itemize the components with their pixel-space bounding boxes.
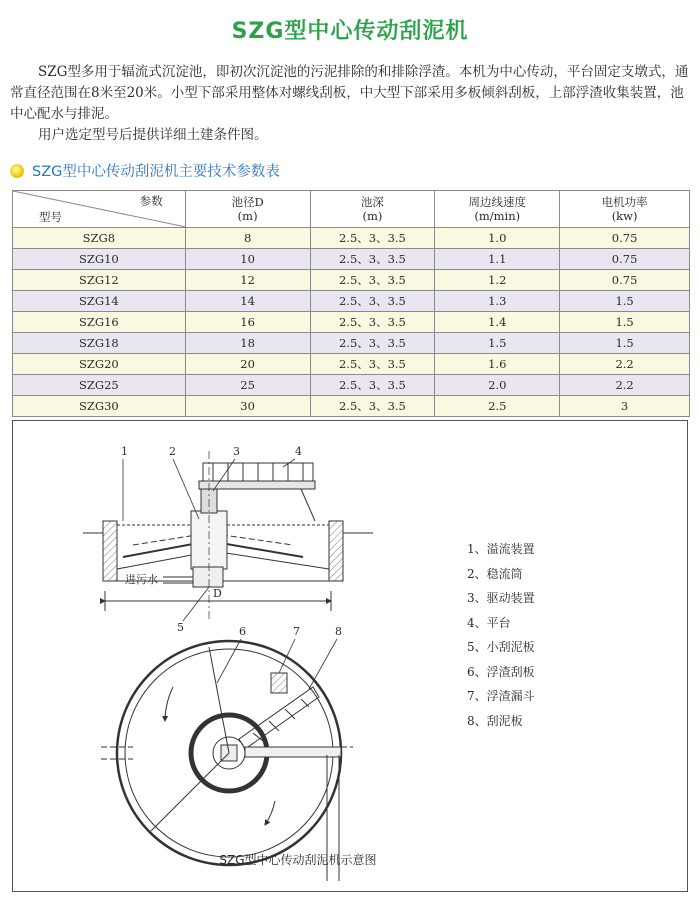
corner-label-model: 型号 — [39, 210, 62, 224]
cell-speed: 1.6 — [435, 354, 560, 375]
schematic-figure — [12, 420, 688, 892]
intro-paragraph-1: SZG型多用于辐流式沉淀池，即初次沉淀池的污泥排除的和排除浮渣。本机为中心传动，平台固定支墩式，通常直径范围在8米至20米。小型下部采用整体对螺线刮板，中大型下部采用多板倾斜刮板，上部浮渣收集装置，池中心配水与排泥。 — [10, 64, 689, 122]
callout-1: 1 — [121, 445, 128, 458]
schematic-drawing — [13, 421, 689, 893]
cell-speed: 1.3 — [435, 291, 560, 312]
scum-hopper — [271, 673, 287, 693]
callout-7: 7 — [293, 625, 300, 638]
legend-item: 5、小刮泥板 — [467, 640, 535, 654]
cell-power: 1.5 — [560, 312, 690, 333]
table-row — [13, 354, 690, 375]
bullet-icon — [10, 164, 24, 178]
parameter-table — [12, 190, 690, 417]
cell-depth: 2.5、3、3.5 — [310, 396, 435, 417]
legend-item: 1、溢流装置 — [467, 542, 535, 556]
column-header-speed: 周边线速度 (m/min) — [435, 191, 560, 228]
cell-power: 3 — [560, 396, 690, 417]
intro-paragraph-2: 用户选定型号后提供详细土建条件图。 — [38, 127, 268, 143]
legend-item: 3、驱动装置 — [467, 591, 535, 605]
column-header-depth: 池深 (m) — [310, 191, 435, 228]
platform-deck — [199, 481, 315, 489]
cell-model: SZG18 — [13, 333, 186, 354]
cell-model: SZG14 — [13, 291, 186, 312]
cell-power: 1.5 — [560, 291, 690, 312]
cell-model: SZG30 — [13, 396, 186, 417]
table-row — [13, 249, 690, 270]
rotation-arrow-right — [265, 801, 275, 825]
table-row — [13, 396, 690, 417]
callout-5: 5 — [177, 621, 184, 634]
inlet-label: 进污水 — [125, 573, 158, 586]
cell-diameter: 20 — [185, 354, 310, 375]
tank-wall-left — [103, 521, 117, 581]
callout-4: 4 — [295, 445, 302, 458]
callout-2: 2 — [169, 445, 176, 458]
legend-list — [467, 537, 535, 733]
cell-depth: 2.5、3、3.5 — [310, 291, 435, 312]
scum-scraper-arm — [209, 647, 229, 753]
cell-diameter: 12 — [185, 270, 310, 291]
cell-speed: 2.5 — [435, 396, 560, 417]
table-row — [13, 375, 690, 396]
callout-6: 6 — [239, 625, 246, 638]
cell-diameter: 8 — [185, 228, 310, 249]
table-heading — [10, 160, 280, 181]
cell-depth: 2.5、3、3.5 — [310, 249, 435, 270]
cell-speed: 1.0 — [435, 228, 560, 249]
cell-model: SZG12 — [13, 270, 186, 291]
cell-depth: 2.5、3、3.5 — [310, 312, 435, 333]
legend-item: 4、平台 — [467, 615, 511, 630]
corner-label-params: 参数 — [139, 194, 163, 208]
corner-header — [13, 191, 186, 228]
cell-depth: 2.5、3、3.5 — [310, 228, 435, 249]
cell-diameter: 10 — [185, 249, 310, 270]
cell-speed: 2.0 — [435, 375, 560, 396]
page-title: SZG型中心传动刮泥机 — [231, 19, 469, 44]
cell-depth: 2.5、3、3.5 — [310, 354, 435, 375]
cell-model: SZG8 — [13, 228, 186, 249]
scraper-arm-lower — [151, 753, 229, 831]
cell-diameter: 30 — [185, 396, 310, 417]
center-pipe — [193, 567, 223, 587]
tank-wall-right — [329, 521, 343, 581]
figure-caption: SZG型中心传动刮泥机示意图 — [219, 853, 377, 867]
table-row — [13, 270, 690, 291]
cell-depth: 2.5、3、3.5 — [310, 333, 435, 354]
intro-text — [10, 62, 692, 146]
cell-speed: 1.4 — [435, 312, 560, 333]
cell-depth: 2.5、3、3.5 — [310, 375, 435, 396]
cell-model: SZG25 — [13, 375, 186, 396]
legend-item: 7、浮渣漏斗 — [467, 689, 535, 703]
cell-speed: 1.1 — [435, 249, 560, 270]
table-row — [13, 312, 690, 333]
cell-diameter: 14 — [185, 291, 310, 312]
table-row — [13, 291, 690, 312]
column-header-diameter: 池径D (m) — [185, 191, 310, 228]
truss-scraper-arm — [239, 687, 319, 749]
cell-power: 0.75 — [560, 249, 690, 270]
plan-view — [101, 639, 353, 881]
cell-model: SZG20 — [13, 354, 186, 375]
cell-power: 1.5 — [560, 333, 690, 354]
table-row — [13, 333, 690, 354]
cell-diameter: 16 — [185, 312, 310, 333]
callout-3: 3 — [233, 445, 240, 458]
platform-support — [301, 489, 315, 521]
cell-power: 0.75 — [560, 228, 690, 249]
cell-power: 2.2 — [560, 375, 690, 396]
cell-diameter: 18 — [185, 333, 310, 354]
cell-power: 2.2 — [560, 354, 690, 375]
legend-item: 6、浮渣刮板 — [467, 664, 535, 679]
cell-power: 0.75 — [560, 270, 690, 291]
rotation-arrow-left — [165, 687, 173, 721]
section-view — [83, 451, 373, 621]
table-header-row — [13, 191, 690, 228]
dimension-label: D — [213, 587, 222, 600]
legend-item: 2、稳流筒 — [467, 566, 523, 581]
cell-diameter: 25 — [185, 375, 310, 396]
legend-item: 8、刮泥板 — [467, 713, 523, 728]
callout-8: 8 — [335, 625, 342, 638]
cell-model: SZG10 — [13, 249, 186, 270]
cell-depth: 2.5、3、3.5 — [310, 270, 435, 291]
column-header-power: 电机功率 (kw) — [560, 191, 690, 228]
table-row — [13, 228, 690, 249]
cell-speed: 1.2 — [435, 270, 560, 291]
cell-speed: 1.5 — [435, 333, 560, 354]
cell-model: SZG16 — [13, 312, 186, 333]
table-heading-text: SZG型中心传动刮泥机主要技术参数表 — [32, 164, 280, 180]
